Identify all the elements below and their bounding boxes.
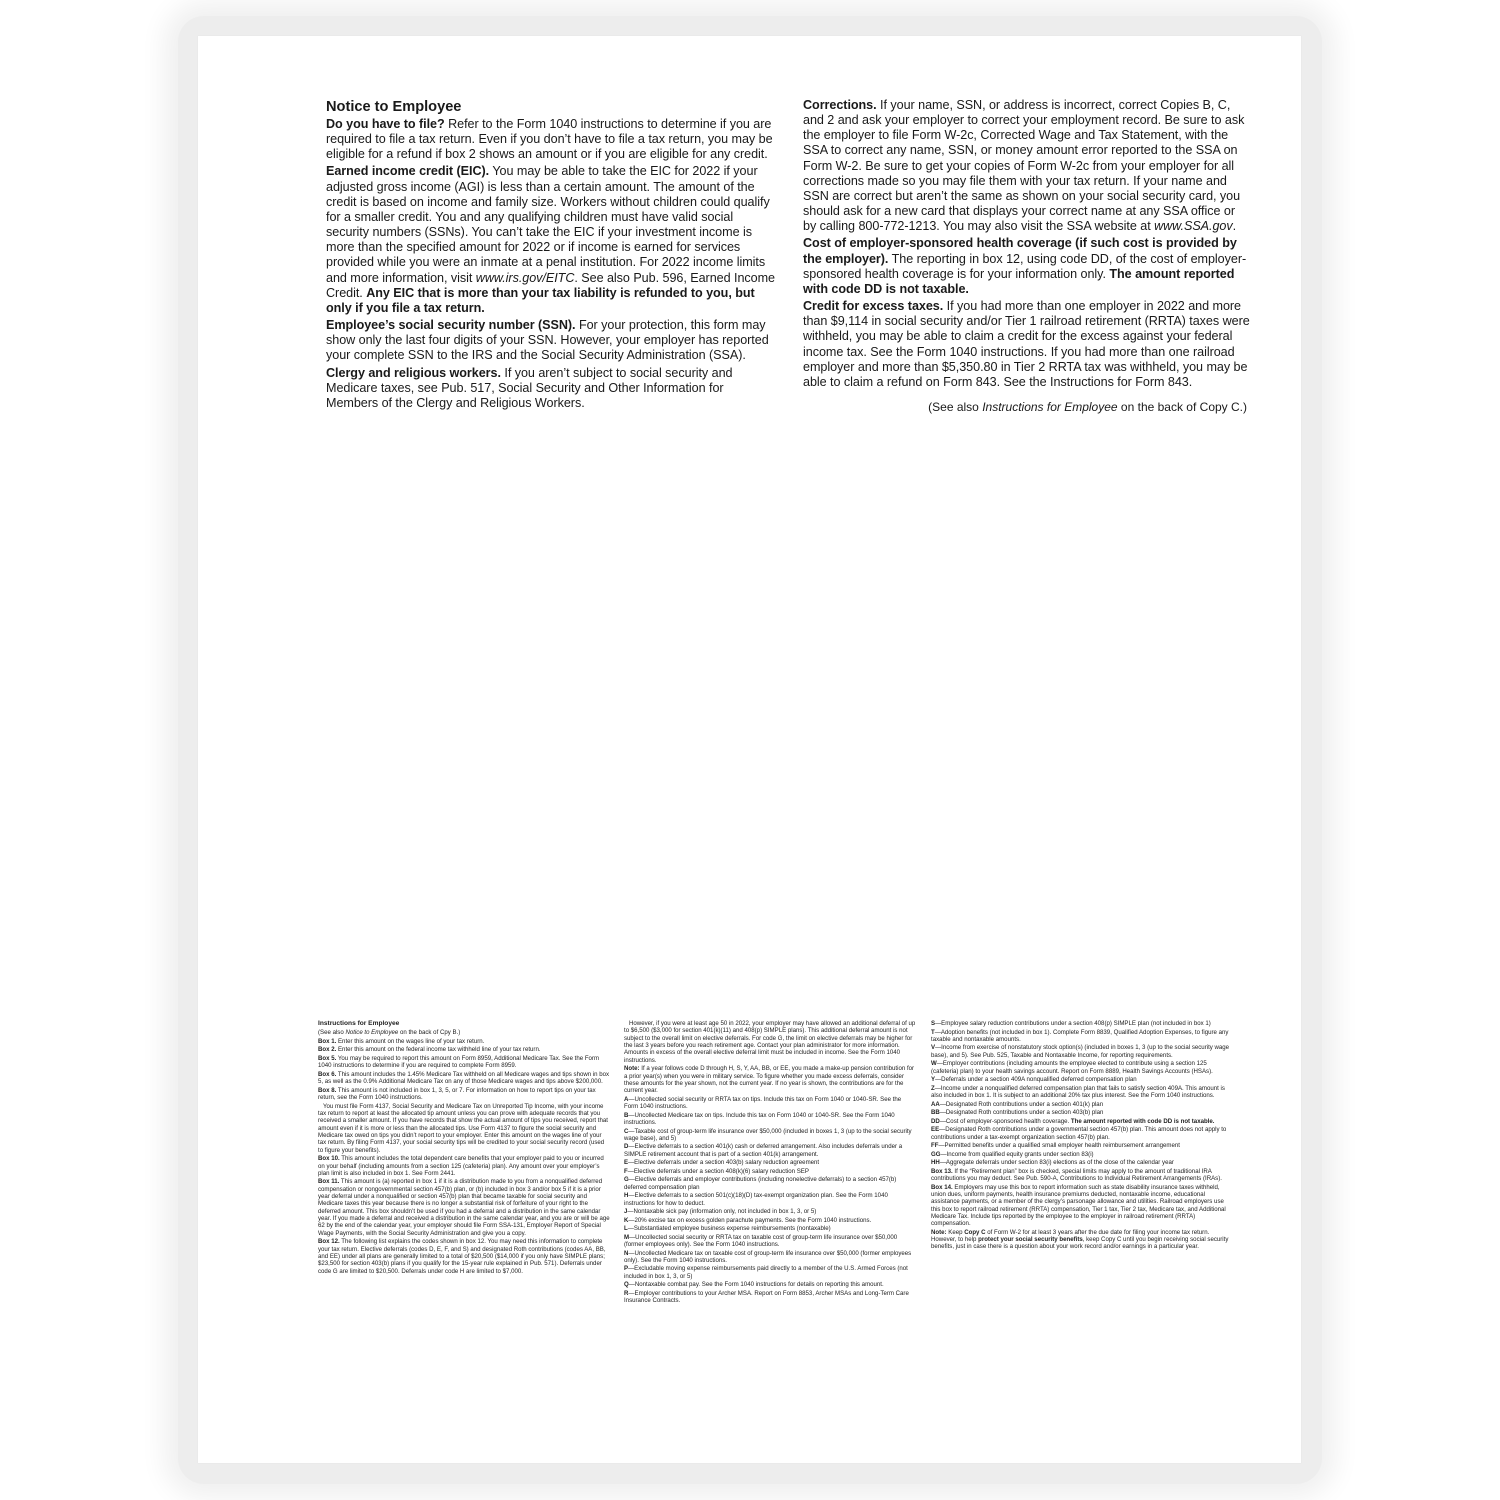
instructions-column-2	[624, 1020, 916, 1306]
notice-title: Notice to Employee	[326, 99, 462, 115]
instructions-title: Instructions for Employee	[318, 1020, 400, 1027]
code-p: P—Excludable moving expense reimbursements paid directly to a member of the U.S. Armed Forces (not included in box 1, 3, or 5)	[624, 1265, 908, 1280]
code-y: Y—Deferrals under a section 409A nonqualified deferred compensation plan	[931, 1076, 1137, 1084]
code-z: Z—Income under a nonqualified deferred compensation plan that fails to satisfy section 409A. This amount is also included in box 1. It is subject to an additional 20% tax plus interest. See the Form 1040 instructions.	[931, 1084, 1225, 1100]
code-k: K—20% excise tax on excess golden parachute payments. See the Form 1040 instructions.	[624, 1216, 872, 1224]
eitc-link[interactable]: www.irs.gov/EITC	[475, 270, 575, 285]
code-aa: AA—Designated Roth contributions under a section 401(k) plan	[931, 1100, 1104, 1108]
instruction-box-13: Box 13. If the “Retirement plan” box is checked, special limits may apply to the amount of traditional IRA contributions you may deduct. See Pub. 590-A, Contributions to Individual Retirement Arrangements (IRAs).	[931, 1167, 1222, 1182]
instruction-age-50: However, if you were at least age 50 in 2022, your employer may have allowed an additional deferral of up to $6,500 ($3,000 for section 401(k)(11) and 408(p) SIMPLE plans). This additional deferral amount is not subject to the overall limit on elective deferrals. For code G, the limit on elective deferrals may be higher for the last 3 years before you reach retirement age. Contact your plan administrator for more information. Amounts in excess of the overall elective deferral limit must be included in income. See the Form 1040 instructions.	[624, 1020, 916, 1064]
notice-right-column	[803, 98, 1251, 415]
see-also-copy-c: (See also Instructions for Employee on the back of Copy C.)	[928, 399, 1247, 414]
code-b: B—Uncollected Medicare tax on tips. Include this tax on Form 1040 or 1040-SR. See the Form 1040 instructions.	[624, 1111, 895, 1127]
code-ff: FF—Permitted benefits under a qualified small employer health reimbursement arrangement	[931, 1142, 1180, 1150]
instruction-box-6: Box 6. This amount includes the 1.45% Medicare Tax withheld on all Medicare wages and tips shown in box 5, as well as the 0.9% Additional Medicare Tax on any of those Medicare wages and tips above $200,000.	[318, 1070, 610, 1086]
code-m: M—Uncollected social security or RRTA tax on taxable cost of group-term life insurance over $50,000 (former employees only). See the Form 1040 instructions.	[624, 1233, 898, 1249]
instruction-form-4137: You must file Form 4137, Social Security and Medicare Tax on Unreported Tip Income, with your income tax return to report at least the allocated tip amount unless you can prove with adequate records that you received a smaller amount. If you have records that show the actual amount of tips you received, report that amount even if it is more or less than the allocated tips. Use Form 4137 to figure the social security and Medicare tax owed on tips you didn’t report to your employer. Enter this amount on the wages line of your tax return. By filing Form 4137, your social security tips will be credited to your social security record (used to figure your benefits).	[318, 1102, 608, 1154]
notice-paragraph-ssn: Employee’s social security number (SSN). For your protection, this form may show only the last four digits of your SSN. However, your employer has reported your complete SSN to the IRS and the Social Security Administration (SSA).	[326, 318, 769, 363]
notice-paragraph-eic: Earned income credit (EIC). You may be able to take the EIC for 2022 if your adjusted gross income (AGI) is less than a certain amount. The amount of the credit is based on income and family size. Workers without children could qualify for a smaller credit. You and any qualifying children must have valid social security numbers (SSNs). You can’t take the EIC if your investment income is more than the specified amount for 2022 or if income is earned for services provided while you were an inmate at a penal institution. For 2022 income limits and more information, visit www.irs.gov/EITC. See also Pub. 596, Earned Income Credit. Any EIC that is more than your tax liability is refunded to you, but only if you file a tax return.	[326, 164, 776, 315]
code-n: N—Uncollected Medicare tax on taxable cost of group-term life insurance over $50,000 (former employees only). See the Form 1040 instructions.	[624, 1249, 912, 1264]
instructions-column-1	[318, 1020, 610, 1276]
code-h: H—Elective deferrals to a section 501(c)(18)(D) tax-exempt organization plan. See the Form 1040 instructions for how to deduct.	[624, 1192, 888, 1207]
code-t: T—Adoption benefits (not included in box 1). Complete Form 8839, Qualified Adoption Expenses, to figure any taxable and nontaxable amounts.	[931, 1028, 1229, 1043]
code-v: V—Income from exercise of nonstatutory stock option(s) (included in boxes 1, 3 (up to the social security wage base), and 5). See Pub. 525, Taxable and Nontaxable Income, for reporting requirements.	[931, 1044, 1230, 1059]
code-dd: DD—Cost of employer-sponsored health coverage. The amount reported with code DD is not taxable.	[931, 1117, 1215, 1125]
code-g: G—Elective deferrals and employer contributions (including nonelective deferrals) to a section 457(b) deferred compensation plan	[624, 1176, 897, 1191]
notice-paragraph-clergy: Clergy and religious workers. If you aren’t subject to social security and Medicare taxes, see Pub. 517, Social Security and Other Information for Members of the Clergy and Religious Workers.	[326, 365, 733, 410]
code-bb: BB—Designated Roth contributions under a section 403(b) plan	[931, 1109, 1104, 1117]
form-page	[198, 36, 1301, 1463]
code-e: E—Elective deferrals under a section 403(b) salary reduction agreement	[624, 1159, 820, 1167]
code-d: D—Elective deferrals to a section 401(k) cash or deferred arrangement. Also includes deferrals under a SIMPLE retirement account that is part of a section 401(k) arrangement.	[624, 1143, 903, 1158]
code-s: S—Employee salary reduction contributions under a section 408(p) SIMPLE plan (not included in box 1)	[931, 1020, 1211, 1027]
code-gg: GG—Income from qualified equity grants under section 83(i)	[931, 1150, 1094, 1158]
code-a: A—Uncollected social security or RRTA tax on tips. Include this tax on Form 1040 or 1040-SR. See the Form 1040 instructions.	[624, 1095, 902, 1111]
notice-paragraph-corrections: Corrections. If your name, SSN, or address is incorrect, correct Copies B, C, and 2 and ask your employer to correct your employment record. Be sure to ask the employer to file Form W-2c, Corrected Wage and Tax Statement, with the SSA to correct any name, SSN, or money amount error reported to the SSA on Form W-2. Be sure to get your copies of Form W-2c from your employer for all corrections made so you may file them with your tax return. If your name and SSN are correct but aren’t the same as shown on your social security card, you should ask for a new card that displays your correct name at any SSA office or by calling 800-772-1213. You may also visit the SSA website at www.SSA.gov.	[803, 98, 1245, 234]
instruction-box-5: Box 5. You may be required to report this amount on Form 8959, Additional Medicare Tax. See the Form 1040 instructions to determine if you are required to complete Form 8959.	[318, 1054, 600, 1070]
instruction-box-10: Box 10. This amount includes the total dependent care benefits that your employer paid to you or incurred on your behalf (including amounts from a section 125 (cafeteria) plan). Any amount over your employer’s plan limit is also included in box 1. See Form 2441.	[318, 1155, 604, 1177]
code-ee: EE—Designated Roth contributions under a governmental section 457(b) plan. This amount does not apply to contributions under a tax-exempt organization section 457(b) plan.	[931, 1126, 1227, 1141]
code-c: C—Taxable cost of group-term life insurance over $50,000 (included in boxes 1, 3 (up to the social security wage base), and 5)	[624, 1127, 912, 1142]
code-l: L—Substantiated employee business expense reimbursements (nontaxable)	[624, 1225, 831, 1233]
instruction-note-copy-c: Note: Keep Copy C of Form W-2 for at least 3 years after the due date for filing your income tax return. However, to help protect your social security benefits, keep Copy C until you begin receiving social security benefits, just in case there is a question about your work record and/or earnings in a particular year.	[931, 1228, 1229, 1251]
code-f: F—Elective deferrals under a section 408(k)(6) salary reduction SEP	[624, 1167, 809, 1175]
notice-paragraph-health-coverage: Cost of employer-sponsored health coverage (if such cost is provided by the employer). The reporting in box 12, using code DD, of the cost of employer-sponsored health coverage is for your information only. The amount reported with code DD is not taxable.	[803, 236, 1247, 296]
instruction-box-14: Box 14. Employers may use this box to report information such as state disability insurance taxes withheld, union dues, uniform payments, health insurance premiums deducted, nontaxable income, educational assistance payments, or a member of the clergy’s parsonage allowance and utilities. Railroad employers use this box to report railroad retirement (RRTA) compensation, Tier 1 tax, Tier 2 tax, Medicare tax, and Additional Medicare Tax. Include tips reported by the employee to the employer in railroad retirement (RRTA) compensation.	[931, 1183, 1226, 1228]
instruction-box-2: Box 2. Enter this amount on the federal income tax withheld line of your tax return.	[318, 1046, 541, 1054]
instructions-column-3	[931, 1020, 1233, 1252]
instruction-note-year: Note: If a year follows code D through H, S, Y, AA, BB, or EE, you made a make-up pension contribution for a prior year(s) when you were in military service. To figure whether you made excess deferrals, consider these amounts for the year shown, not the current year. If no year is shown, the contributions are for the current year.	[624, 1065, 915, 1095]
ssa-link[interactable]: www.SSA.gov	[1154, 219, 1233, 234]
code-j: J—Nontaxable sick pay (information only, not included in box 1, 3, or 5)	[624, 1208, 817, 1216]
instructions-subtitle: (See also Notice to Employee on the back of Cpy B.)	[318, 1029, 461, 1037]
notice-paragraph-excess-taxes: Credit for excess taxes. If you had more than one employer in 2022 and more than $9,114 in social security and/or Tier 1 railroad retirement (RRTA) taxes were withheld, you may be able to claim a credit for the excess against your federal income tax. See the Form 1040 instructions. If you had more than one railroad employer and more than $5,350.80 in Tier 2 RRTA tax was withheld, you may be able to claim a refund on Form 843. See the Instructions for Form 843.	[803, 299, 1250, 389]
code-hh: HH—Aggregate deferrals under section 83(i) elections as of the close of the calendar year	[931, 1159, 1174, 1167]
code-w: W—Employer contributions (including amounts the employee elected to contribute using a section 125 (cafeteria) plan) to your health savings account. Report on Form 8889, Health Savings Accounts (HSAs).	[931, 1060, 1213, 1075]
notice-left-column	[326, 98, 778, 413]
instruction-box-8: Box 8. This amount is not included in box 1, 3, 5, or 7. For information on how to report tips on your tax return, see the Form 1040 instructions.	[318, 1086, 596, 1102]
code-r: R—Employer contributions to your Archer MSA. Report on Form 8853, Archer MSAs and Long-Term Care Insurance Contracts.	[624, 1289, 909, 1305]
instruction-box-12: Box 12. The following list explains the codes shown in box 12. You may need this information to complete your tax return. Elective deferrals (codes D, E, F, and S) and designated Roth contributions (codes AA, BB, and EE) under all plans are generally limited to a total of $20,500 ($14,000 if you only have SIMPLE plans; $23,500 for section 403(b) plans if you qualify for the 15-year rule explained in Pub. 571). Deferrals under code G are limited to $20,500. Deferrals under code H are limited to $7,000.	[318, 1238, 606, 1275]
notice-paragraph-file: Do you have to file? Refer to the Form 1040 instructions to determine if you are required to file a tax return. Even if you don’t have to file a tax return, you may be eligible for a refund if box 2 shows an amount or if you are eligible for any credit.	[326, 117, 773, 162]
instruction-box-1: Box 1. Enter this amount on the wages line of your tax return.	[318, 1037, 485, 1045]
instruction-box-11: Box 11. This amount is (a) reported in box 1 if it is a distribution made to you from a nonqualified deferred compensation or nongovernmental section 457(b) plan, or (b) included in box 3 and/or box 5 if it is a prior year deferral under a nonqualified or section 457(b) plan that became taxable for social security and Medicare taxes this year because there is no longer a substantial risk of forfeiture of your right to the deferred amount. This box shouldn’t be used if you had a deferral and a distribution in the same calendar year. If you made a deferral and received a distribution in the same calendar year, and you are or will be age 62 by the end of the calendar year, your employer should file Form SSA-131, Employer Report of Special Wage Payments, with the Social Security Administration and give you a copy.	[318, 1178, 610, 1237]
code-q: Q—Nontaxable combat pay. See the Form 1040 instructions for details on reporting this amount.	[624, 1281, 884, 1289]
